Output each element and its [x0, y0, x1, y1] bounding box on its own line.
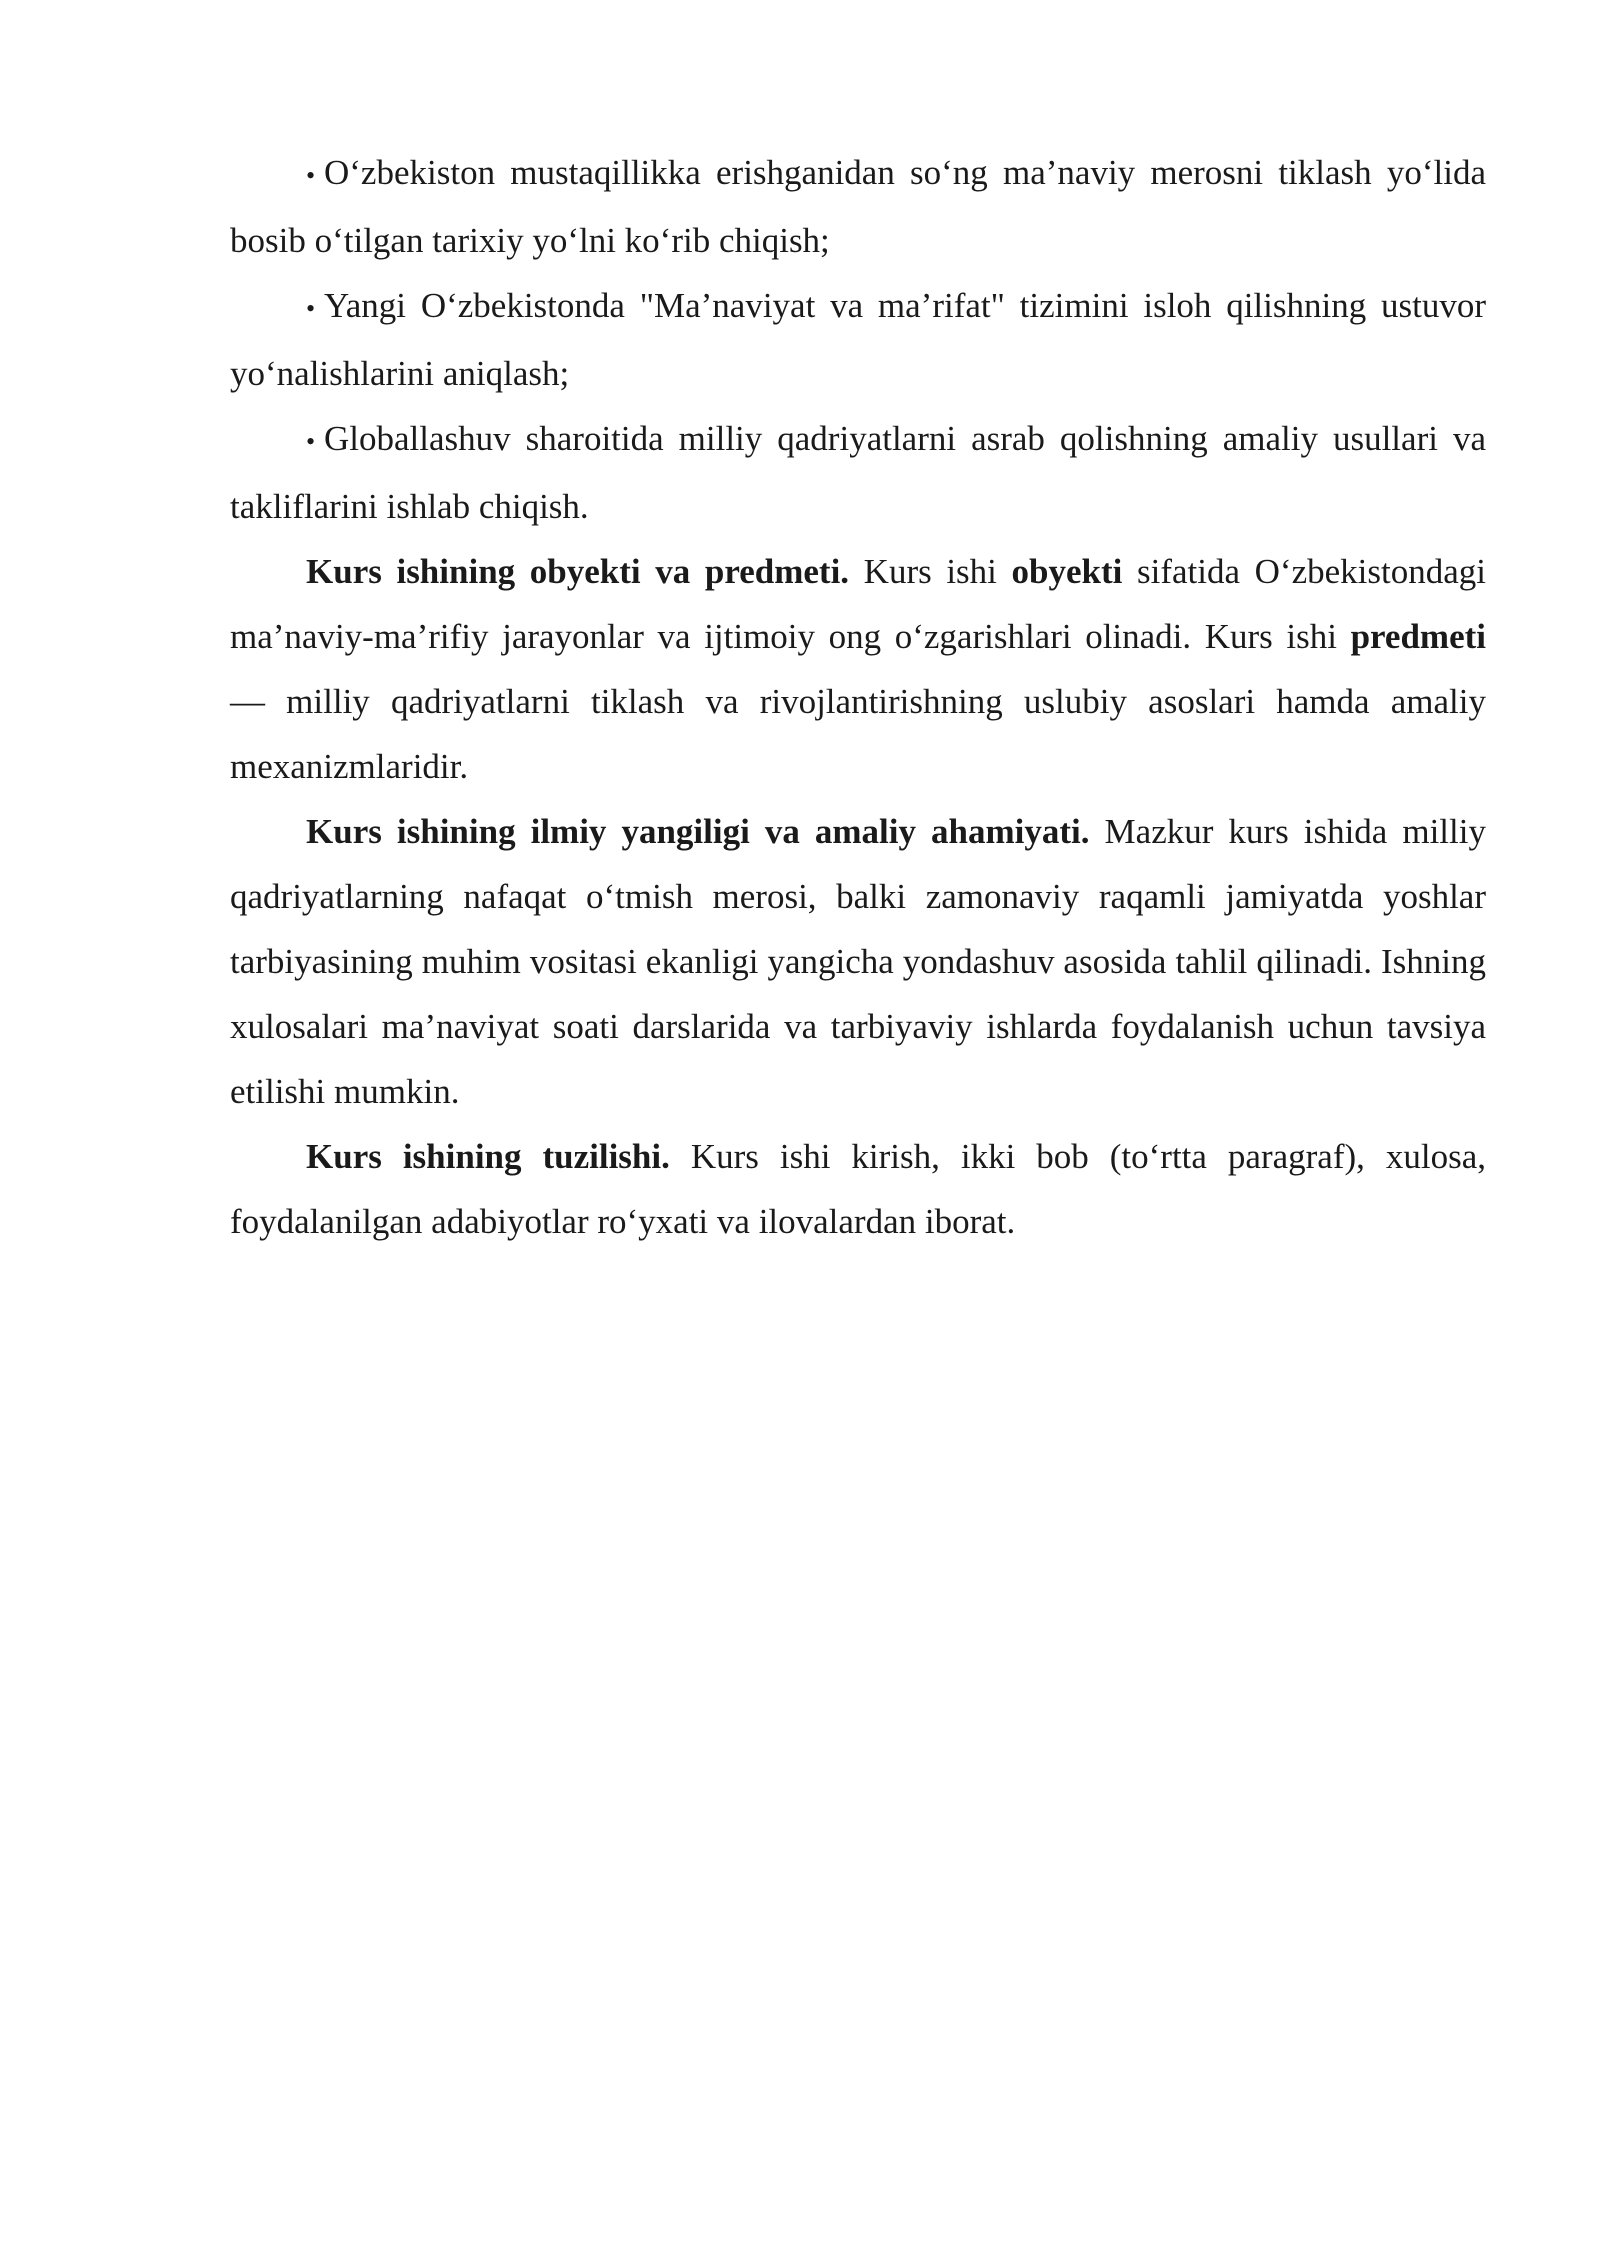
paragraph-text: — milliy qadriyatlarni tiklash va rivojlantirishning uslubiy asoslari hamda amaliy mexanizmlaridir.: [230, 682, 1486, 786]
bullet-marker: •: [306, 294, 316, 323]
object-subject-paragraph: [230, 539, 1486, 799]
bullet-text: Globallashuv sharoitida milliy qadriyatlarni asrab qolishning amaliy usullari va takliflarini ishlab chiqish.: [230, 419, 1486, 526]
bullet-marker: •: [306, 427, 316, 456]
bullet-marker: •: [306, 161, 316, 190]
object-subject-heading: Kurs ishining obyekti va predmeti.: [306, 552, 850, 591]
bullet-text: O‘zbekiston mustaqillikka erishganidan so‘ng ma’naviy merosni tiklash yo‘lida bosib o‘tilgan tarixiy yo‘lni ko‘rib chiqish;: [230, 153, 1486, 260]
paragraph-text: Kurs ishi: [849, 552, 1012, 591]
document-page: [230, 140, 1486, 1254]
structure-heading: Kurs ishining tuzilishi.: [306, 1137, 670, 1176]
subject-term: predmeti: [1350, 617, 1486, 656]
structure-paragraph: [230, 1124, 1486, 1254]
paragraph-text: sifatida O‘zbekistondagi ma’naviy-ma’rifiy jarayonlar va ijtimoiy ong o‘zgarishlari olinadi. Kurs ishi: [230, 552, 1486, 656]
bullet-item-2: [230, 273, 1486, 406]
object-term: obyekti: [1011, 552, 1123, 591]
bullet-item-3: [230, 406, 1486, 539]
novelty-heading: Kurs ishining ilmiy yangiligi va amaliy ahamiyati.: [306, 812, 1090, 851]
paragraph-text: Kurs ishi kirish, ikki bob (to‘rtta paragraf), xulosa, foydalanilgan adabiyotlar ro‘yxati va ilovalardan iborat.: [230, 1137, 1486, 1241]
paragraph-text: Mazkur kurs ishida milliy qadriyatlarning nafaqat o‘tmish merosi, balki zamonaviy raqamli jamiyatda yoshlar tarbiyasining muhim vositasi ekanligi yangicha yondashuv asosida tahlil qilinadi. Ishning xulosalari ma’naviyat soati darslarida va tarbiyaviy ishlarda foydalanish uchun tavsiya etilishi mumkin.: [230, 812, 1486, 1111]
bullet-item-1: [230, 140, 1486, 273]
novelty-paragraph: [230, 799, 1486, 1124]
bullet-text: Yangi O‘zbekistonda "Ma’naviyat va ma’rifat" tizimini isloh qilishning ustuvor yo‘nalishlarini aniqlash;: [230, 286, 1486, 393]
